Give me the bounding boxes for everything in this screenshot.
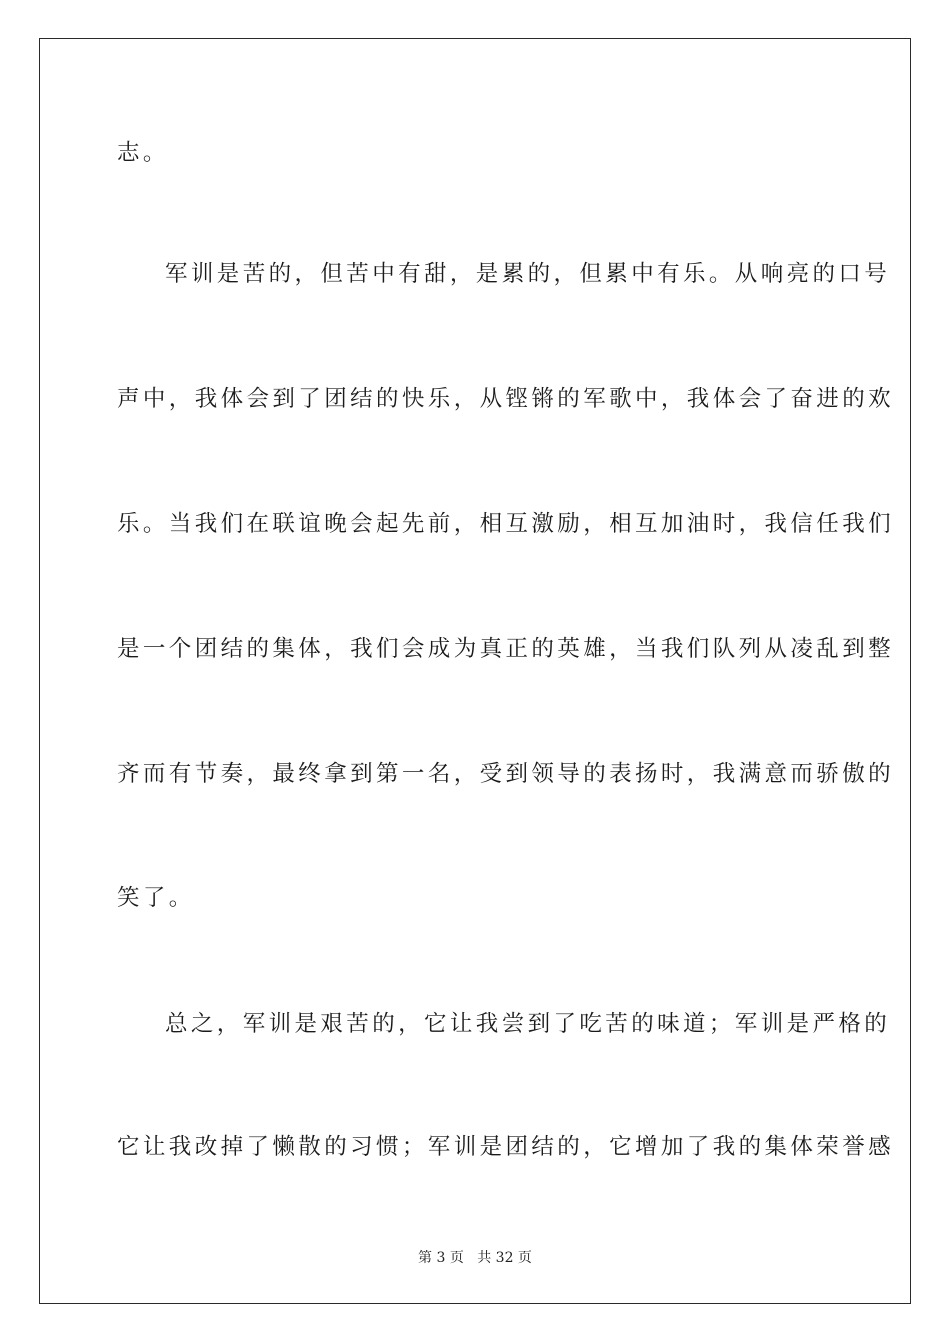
page-border	[39, 38, 911, 1304]
page-footer	[0, 1248, 950, 1268]
text-line-9: 它让我改掉了懒散的习惯；军训是团结的，它增加了我的集体荣誉感	[117, 1134, 895, 1160]
text-line-8: 总之，军训是艰苦的，它让我尝到了吃苦的味道；军训是严格的	[165, 1011, 891, 1037]
text-line-1: 志。	[117, 140, 169, 166]
text-line-6: 齐而有节奏，最终拿到第一名，受到领导的表扬时，我满意而骄傲的	[117, 761, 895, 787]
text-line-4: 乐。当我们在联谊晚会起先前，相互激励，相互加油时，我信任我们	[117, 511, 895, 537]
text-line-2: 军训是苦的，但苦中有甜，是累的，但累中有乐。从响亮的口号	[165, 261, 891, 287]
text-line-7: 笑了。	[117, 885, 195, 911]
text-line-5: 是一个团结的集体，我们会成为真正的英雄，当我们队列从凌乱到整	[117, 636, 895, 662]
page-number: 第 3 页	[418, 1250, 464, 1266]
text-line-3: 声中，我体会到了团结的快乐，从铿锵的军歌中，我体会了奋进的欢	[117, 386, 895, 412]
page-total: 共 32 页	[477, 1250, 532, 1266]
